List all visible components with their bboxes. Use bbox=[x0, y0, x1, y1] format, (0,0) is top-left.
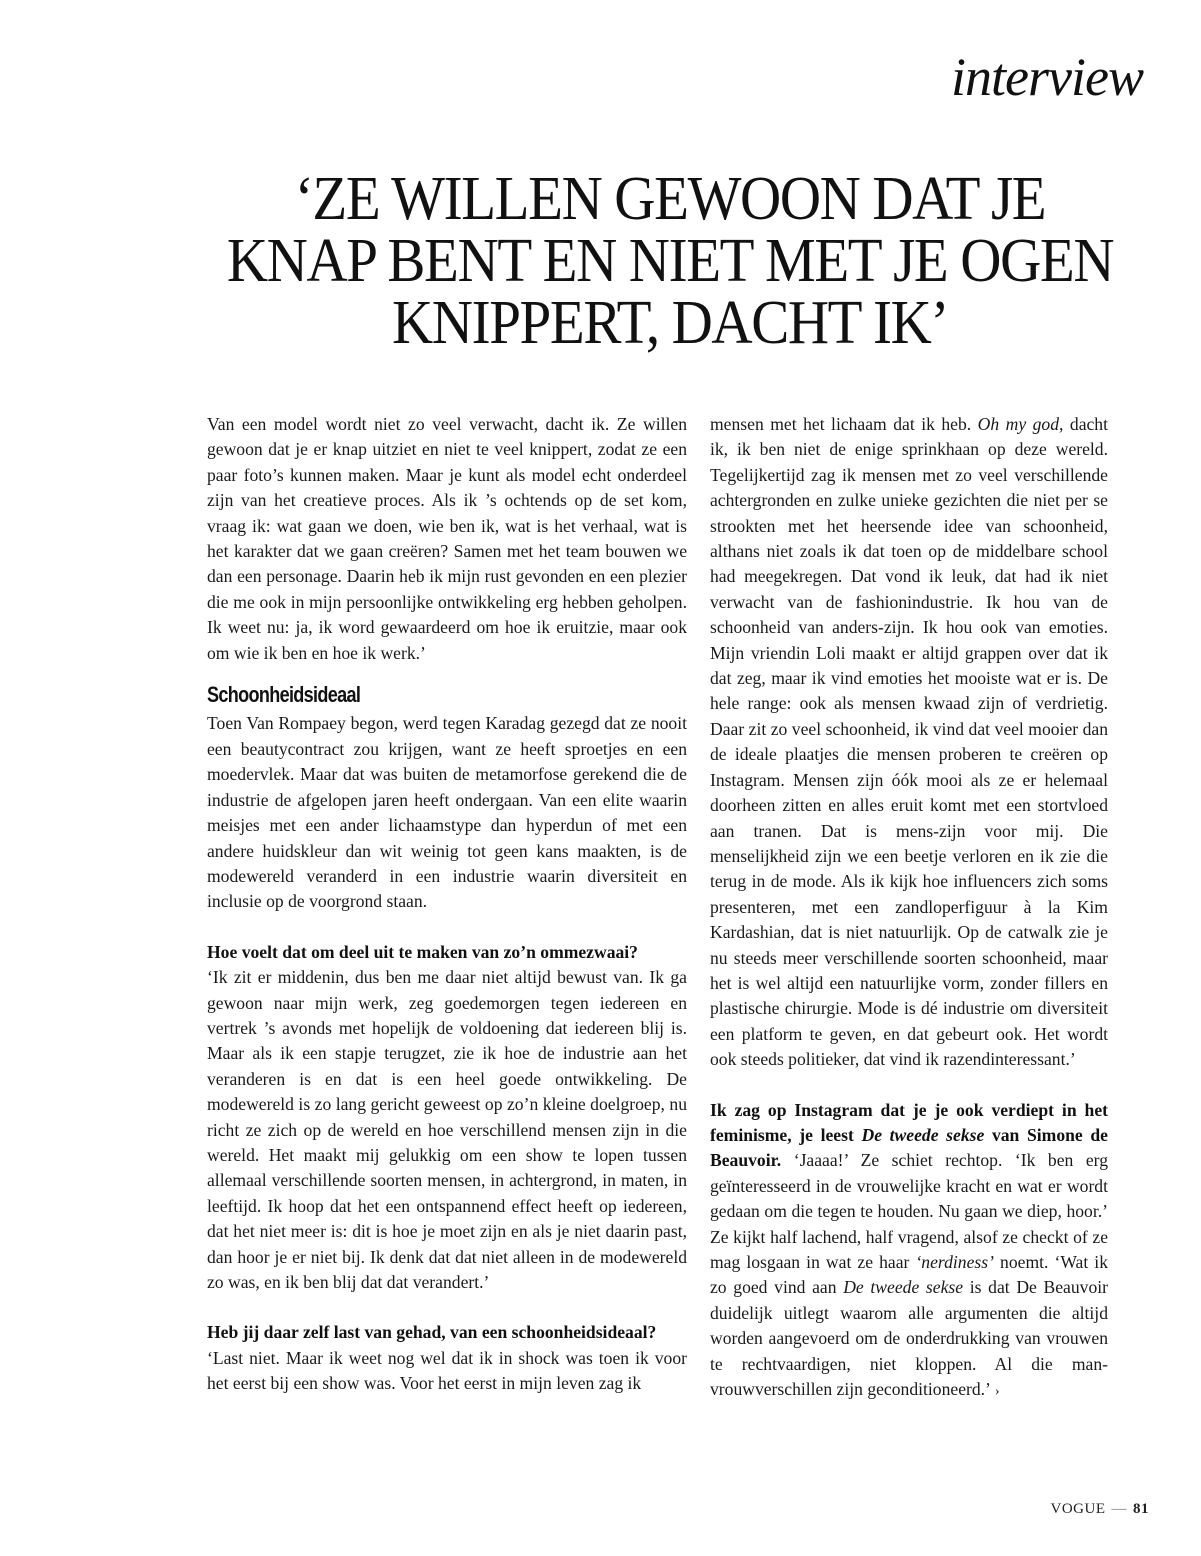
interview-qa bbox=[710, 1098, 1108, 1405]
interview-answer: ‘Last niet. Maar ik weet nog wel dat ik in shock was toen ik voor het eerst bij een show was. Voor het eerst in mijn leven zag ik bbox=[207, 1347, 687, 1394]
book-title: De tweede sekse bbox=[861, 1124, 985, 1145]
interview-question: Hoe voelt dat om deel uit te maken van zo’n ommezwaai? bbox=[207, 941, 638, 962]
text-run: ‘Jaaaa!’ Ze schiet rechtop. ‘Ik ben erg geïnteresseerd in de vrouwelijke kracht en wat er wordt gedaan om die tegen te houden. Nu gaan we diep, hoor.’ Ze kijkt half lachend, half vragend, alsof ze checkt of ze mag losgaan in wat ze haar bbox=[710, 1150, 1108, 1272]
page-footer bbox=[1051, 1501, 1150, 1518]
text-run: noemt. ‘Wat ik zo goed vind aan bbox=[710, 1252, 1108, 1298]
subhead-schoonheidsideaal: Schoonheidsideaal bbox=[207, 682, 361, 708]
right-column bbox=[710, 412, 1108, 1404]
text-run: Ik zag op Instagram dat je je ook verdiept in het feminisme, je leest bbox=[710, 1099, 1108, 1145]
section-label: interview bbox=[951, 47, 1143, 107]
text-run: van Simone de Beauvoir. bbox=[710, 1124, 1108, 1171]
text-run: mensen met het lichaam dat ik heb. bbox=[710, 414, 978, 434]
book-title: De tweede sekse bbox=[843, 1277, 964, 1298]
page-number: 81 bbox=[1133, 1501, 1149, 1517]
left-column bbox=[207, 412, 687, 1397]
text-run: , dacht ik, ik ben niet de enige sprinkhaan op deze wereld. Tegelijkertijd zag ik mensen met zo veel verschillende achtergronden en zulke unieke gezichten die niet per se strookten met het heersende idee van schoonheid, althans niet zoals ik dat toen op de middelbare school had meegekregen. Dat vond ik leuk, dat had ik niet verwacht van de fashionindustrie. Ik hou van de schoonheid van anders-zijn. Ik hou ook van emoties. Mijn vriendin Loli maakt er altijd grappen over dat ik dat zeg, maar ik vind emoties het mooiste wat er is. De hele range: ook als mensen kwaad zijn of verdrietig. Daar zit zo veel schoonheid, ik vind dat veel mooier dan de ideale plaatjes die mensen proberen te creëren op Instagram. Mensen zijn óók mooi als ze er helemaal doorheen zitten en alles eruit komt met een stortvloed aan tranen. Dat is mens-zijn voor mij. Die menselijkheid zijn we een beetje verloren en ik zie die terug in de mode. Als ik kijk hoe influencers zich soms presenteren, met een zandloperfiguur à la Kim Kardashian, dat is niet natuurlijk. Op de catwalk zie je nu steeds meer verschillende soorten schoonheid, maar het is wel altijd een natuurlijke vorm, zonder fillers en plastische chirurgie. Mode is dé industrie om diversiteit een platform te geven, en dat gebeurt ook. Het wordt ook steeds politieker, dat vind ik razendinteressant.’ bbox=[710, 414, 1108, 1070]
body-paragraph: Toen Van Rompaey begon, werd tegen Karadag gezegd dat ze nooit een beautycontract zou krijgen, want ze heeft sproetjes en een moedervlek. Maar dat was buiten de metamorfose gerekend die de industrie de afgelopen jaren heeft ondergaan. Van een elite waarin meisjes met een ander lichaamstype dan hyperdun of met een andere huidskleur dan wit weinig tot geen kans maakten, is de modewereld veranderd in een industrie waarin diversiteit en inclusie op de voorgrond staan. bbox=[207, 713, 687, 912]
italic-phrase: ‘nerdiness’ bbox=[915, 1252, 994, 1272]
footer-separator: — bbox=[1111, 1501, 1127, 1517]
italic-phrase: Oh my god bbox=[977, 414, 1060, 434]
headline: ‘ZE WILLEN GEWOON DAT JE KNAP BENT EN NIET MET JE OGEN KNIPPERT, DACHT IK’ bbox=[226, 165, 1114, 357]
continue-arrow-icon: › bbox=[994, 1384, 1000, 1400]
interview-answer: ‘Ik zit er middenin, dus ben me daar niet altijd bewust van. Ik ga gewoon naar mijn werk, zeg goedemorgen tegen iedereen en vertrek ’s avonds met hopelijk de voldoening dat iedereen blij is. Maar als ik een stapje terugzet, zie ik hoe de industrie aan het veranderen is en dat is een heel goede ontwikkeling. De modewereld is zo lang gericht geweest op zo’n kleine doelgroep, nu richt ze zich op de wereld en hoe verschillend mensen zijn in die wereld. Het maakt mij gelukkig om een show te lopen tussen allemaal verschillende soorten mensen, in achtergrond, in maten, in leeftijd. Ik hoop dat het een ontspannend effect heeft op iedereen, dat het niet meer is: dit is hoe je moet zijn en als je niet daarin past, dan hoor je er niet bij. Ik denk dat dat niet alleen in de modewereld zo was, en ik ben blij dat dat verandert.’ bbox=[207, 967, 687, 1292]
body-paragraph bbox=[710, 412, 1108, 1073]
text-run: is dat De Beauvoir duidelijk uitlegt waarom alle argumenten die altijd worden aangevoerd om de onderdrukking van vrouwen te rechtvaardigen, niet kloppen. Al die man-vrouwverschillen zijn geconditioneerd.’ bbox=[710, 1277, 1109, 1400]
interview-question: Heb jij daar zelf last van gehad, van een schoonheidsideaal? bbox=[207, 1322, 657, 1343]
intro-paragraph: Van een model wordt niet zo veel verwacht, dacht ik. Ze willen gewoon dat je er knap uitziet en niet te veel knippert, zodat ze een paar foto’s kunnen maken. Maar je kunt als model echt onderdeel zijn van het creatieve proces. Als ik ’s ochtends op de set kom, vraag ik: wat gaan we doen, wie ben ik, wat is het verhaal, wat is het karakter dat we gaan creëren? Samen met het team bouwen we dan een personage. Daarin heb ik mijn rust gevonden en een plezier die me ook in mijn persoonlijke ontwikkeling erg hebben geholpen. Ik weet nu: ja, ik word gewaardeerd om hoe ik eruitzie, maar ook om wie ik ben en hoe ik werk.’ bbox=[207, 414, 687, 663]
magazine-name: VOGUE bbox=[1050, 1501, 1106, 1517]
